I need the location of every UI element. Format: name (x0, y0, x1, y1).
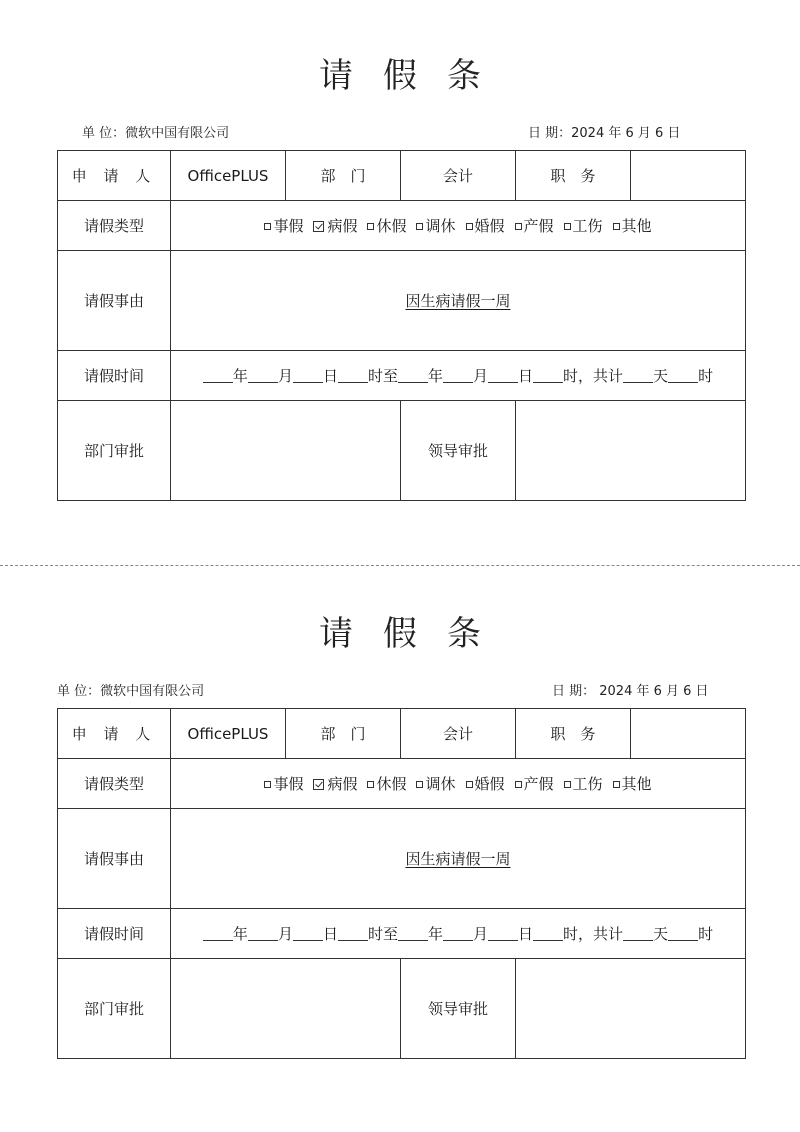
position-value[interactable] (631, 151, 746, 201)
department-label: 部 门 (286, 709, 401, 759)
time-field[interactable]: 年 月 日 时至 年 月 日 时，共计 天 时 (171, 351, 746, 401)
leave-type-label: 请假类型 (58, 201, 171, 251)
blank-field[interactable] (443, 926, 473, 941)
checkbox-icon[interactable] (264, 781, 271, 788)
checkbox-icon[interactable] (564, 781, 571, 788)
dept-approval-label: 部门审批 (58, 401, 171, 501)
checked-checkbox-icon[interactable] (313, 221, 324, 232)
form-date: 日 期： 2024 年 6 月 6 日 (552, 684, 709, 699)
blank-field[interactable] (248, 368, 278, 383)
blank-field[interactable] (488, 926, 518, 941)
checkbox-icon[interactable] (515, 781, 522, 788)
blank-field[interactable] (293, 926, 323, 941)
leader-approval-field[interactable] (516, 401, 746, 501)
leave-type-option[interactable]: 病假 (313, 773, 357, 794)
leave-type-option[interactable]: 工伤 (564, 215, 603, 236)
reason-label: 请假事由 (58, 251, 171, 351)
leave-type-option[interactable]: 休假 (367, 773, 406, 794)
applicant-label: 申 请 人 (58, 709, 171, 759)
form-title: 请 假 条 (319, 56, 481, 96)
reason-field[interactable] (171, 251, 746, 351)
leave-type-option[interactable]: 调休 (416, 773, 455, 794)
checkbox-icon[interactable] (264, 223, 271, 230)
leave-type-option[interactable]: 其他 (613, 773, 652, 794)
blank-field[interactable] (668, 926, 698, 941)
leave-type-options (171, 201, 746, 251)
department-value[interactable]: 会计 (401, 709, 516, 759)
department-value[interactable]: 会计 (401, 151, 516, 201)
blank-field[interactable] (533, 926, 563, 941)
leader-approval-label: 领导审批 (401, 401, 516, 501)
dept-approval-label: 部门审批 (58, 959, 171, 1059)
leader-approval-label: 领导审批 (401, 959, 516, 1059)
blank-field[interactable] (338, 926, 368, 941)
checkbox-icon[interactable] (416, 223, 423, 230)
checkbox-icon[interactable] (367, 781, 374, 788)
blank-field[interactable] (203, 368, 233, 383)
applicant-label: 申 请 人 (58, 151, 171, 201)
leader-approval-field[interactable] (516, 959, 746, 1059)
leave-type-option[interactable]: 工伤 (564, 773, 603, 794)
leave-type-option[interactable]: 婚假 (466, 773, 505, 794)
form-title: 请 假 条 (319, 614, 481, 654)
time-label: 请假时间 (58, 351, 171, 401)
leave-form-2 (0, 558, 800, 1058)
leave-type-option[interactable]: 病假 (313, 215, 357, 236)
blank-field[interactable] (398, 368, 428, 383)
company-unit: 单 位：微软中国有限公司 (82, 126, 230, 141)
leave-type-label: 请假类型 (58, 759, 171, 809)
leave-type-option[interactable]: 产假 (515, 215, 554, 236)
blank-field[interactable] (338, 368, 368, 383)
blank-field[interactable] (248, 926, 278, 941)
leave-type-option[interactable]: 调休 (416, 215, 455, 236)
leave-type-options (171, 759, 746, 809)
department-label: 部 门 (286, 151, 401, 201)
blank-field[interactable] (203, 926, 233, 941)
time-field[interactable]: 年 月 日 时至 年 月 日 时，共计 天 时 (171, 909, 746, 959)
leave-form-table (57, 150, 746, 501)
leave-form-table (57, 708, 746, 1059)
blank-field[interactable] (488, 368, 518, 383)
reason-value: 因生病请假一周 (405, 850, 511, 868)
dept-approval-field[interactable] (171, 401, 401, 501)
reason-value: 因生病请假一周 (405, 292, 511, 310)
position-value[interactable] (631, 709, 746, 759)
blank-field[interactable] (443, 368, 473, 383)
applicant-value[interactable]: OfficePLUS (171, 151, 286, 201)
checkbox-icon[interactable] (416, 781, 423, 788)
leave-form-1 (0, 0, 800, 500)
company-unit: 单 位：微软中国有限公司 (57, 684, 205, 699)
reason-field[interactable] (171, 809, 746, 909)
leave-type-option[interactable]: 婚假 (466, 215, 505, 236)
blank-field[interactable] (623, 926, 653, 941)
form-date: 日 期：2024 年 6 月 6 日 (528, 126, 681, 141)
blank-field[interactable] (533, 368, 563, 383)
leave-type-option[interactable]: 事假 (264, 773, 303, 794)
checkbox-icon[interactable] (466, 223, 473, 230)
dept-approval-field[interactable] (171, 959, 401, 1059)
checked-checkbox-icon[interactable] (313, 779, 324, 790)
leave-type-option[interactable]: 休假 (367, 215, 406, 236)
blank-field[interactable] (668, 368, 698, 383)
time-label: 请假时间 (58, 909, 171, 959)
applicant-value[interactable]: OfficePLUS (171, 709, 286, 759)
checkbox-icon[interactable] (367, 223, 374, 230)
blank-field[interactable] (398, 926, 428, 941)
checkbox-icon[interactable] (466, 781, 473, 788)
reason-label: 请假事由 (58, 809, 171, 909)
blank-field[interactable] (293, 368, 323, 383)
checkbox-icon[interactable] (564, 223, 571, 230)
position-label: 职 务 (516, 151, 631, 201)
checkbox-icon[interactable] (613, 781, 620, 788)
blank-field[interactable] (623, 368, 653, 383)
checkbox-icon[interactable] (613, 223, 620, 230)
leave-type-option[interactable]: 事假 (264, 215, 303, 236)
leave-type-option[interactable]: 产假 (515, 773, 554, 794)
checkbox-icon[interactable] (515, 223, 522, 230)
leave-type-option[interactable]: 其他 (613, 215, 652, 236)
position-label: 职 务 (516, 709, 631, 759)
